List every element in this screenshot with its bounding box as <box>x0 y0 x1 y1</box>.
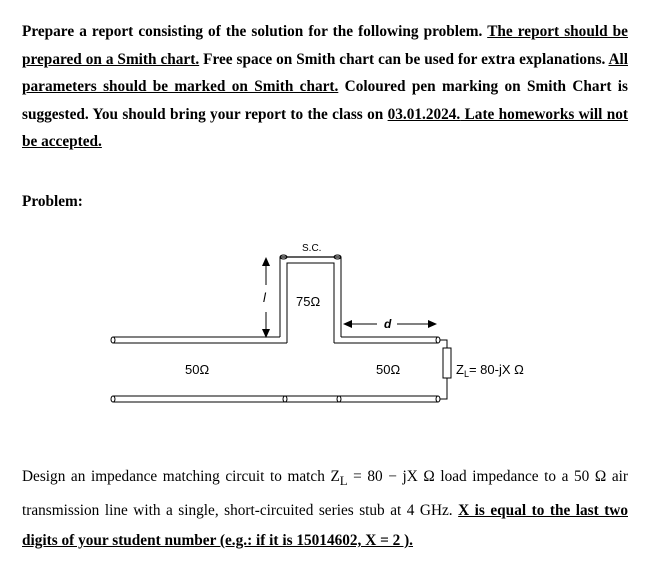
stub-length-label: l <box>263 290 266 305</box>
instruction-smith-chart: The report should be prepared on a Smith chart. <box>22 23 628 68</box>
right-port-top <box>436 337 440 343</box>
due-date: 03.01.2024. <box>387 105 461 123</box>
top-line-left <box>113 337 287 343</box>
stub-impedance-label: 75Ω <box>296 294 321 309</box>
arrow-l-up-head <box>262 257 270 266</box>
problem-heading: Problem: <box>22 193 83 210</box>
instruction-sentence-1: Prepare a report consisting of the solution for the following problem. <box>22 23 488 40</box>
instruction-sentence-2: Free space on Smith chart can be used for extra explanations. <box>199 50 609 68</box>
left-port-bottom <box>111 396 115 402</box>
arrow-d-right-head <box>428 320 437 328</box>
distance-label: d <box>384 317 392 331</box>
instructions-paragraph <box>22 18 628 156</box>
design-x-rule: X is equal to the last two digits of your student number (e.g.: if it is 15014602, X = 2 ). <box>22 502 628 550</box>
circuit-diagram <box>0 230 654 410</box>
load-impedance-label: $Z_L= 80-jX$ Ω <box>456 362 524 379</box>
right-port-bottom <box>436 396 440 402</box>
top-line-right <box>334 337 438 343</box>
load-lead-top <box>440 340 447 348</box>
left-port-top <box>111 337 115 343</box>
bottom-line <box>113 396 438 402</box>
design-text-2: = 80 − jX Ω load impedance to a 50 Ω air transmission line with a single, short-circuited series stub at 4 GHz. <box>22 468 628 520</box>
arrow-d-left-head <box>343 320 352 328</box>
design-text-1: Design an impedance matching circuit to match Z <box>22 468 340 485</box>
load-resistor <box>443 348 451 378</box>
instruction-sentence-3: Coloured pen marking on Smith Chart is suggested. You should bring your report to the class on <box>22 78 628 123</box>
mid-joint-1 <box>283 396 287 402</box>
design-task-paragraph <box>22 462 628 556</box>
left-line-impedance: 50Ω <box>185 362 210 377</box>
right-line-impedance: 50Ω <box>376 362 401 377</box>
late-policy: Late homeworks will not be accepted. <box>22 105 629 150</box>
load-lead-bottom <box>440 378 447 399</box>
design-z-subscript: L <box>339 474 348 489</box>
short-circuit-label: S.C. <box>302 243 322 254</box>
instruction-mark-parameters: All parameters should be marked on Smith chart. <box>22 50 628 95</box>
mid-joint-2 <box>337 396 341 402</box>
